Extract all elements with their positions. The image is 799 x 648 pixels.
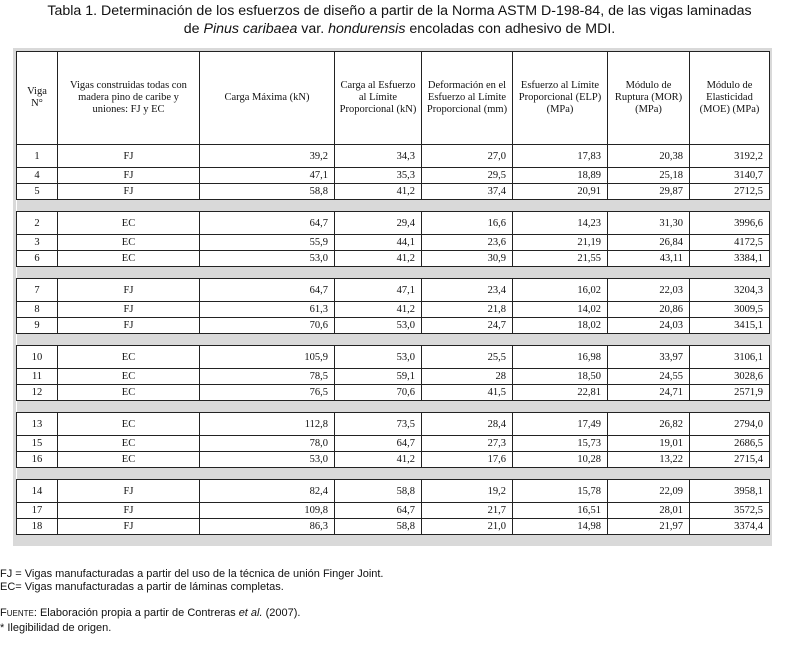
table-cell: 70,6 [200, 318, 335, 334]
group-separator [17, 200, 770, 212]
table-cell: 3140,7 [690, 168, 770, 184]
table-cell: EC [58, 413, 200, 436]
table-cell: 19,2 [422, 480, 513, 503]
table-cell: 53,0 [200, 452, 335, 468]
table-cell: 58,8 [200, 184, 335, 200]
table-notes [0, 568, 384, 635]
table-row [17, 145, 770, 168]
table-cell: 78,0 [200, 436, 335, 452]
table-cell: 3415,1 [690, 318, 770, 334]
table-cell: 3958,1 [690, 480, 770, 503]
table-cell: EC [58, 346, 200, 369]
table-cell: EC [58, 235, 200, 251]
table-row [17, 235, 770, 251]
table-cell: 15 [17, 436, 58, 452]
table-cell: 58,8 [335, 480, 422, 503]
table-cell: 3572,5 [690, 503, 770, 519]
table-cell: 86,3 [200, 519, 335, 535]
table-cell: 16,51 [513, 503, 608, 519]
table-cell: 37,4 [422, 184, 513, 200]
table-cell: EC [58, 452, 200, 468]
table-cell: 4 [17, 168, 58, 184]
results-table [16, 51, 770, 535]
table-cell: 21,0 [422, 519, 513, 535]
table-row [17, 385, 770, 401]
table-cell: FJ [58, 519, 200, 535]
table-cell: 59,1 [335, 369, 422, 385]
table-cell: 13,22 [608, 452, 690, 468]
table-cell: 17 [17, 503, 58, 519]
table-row [17, 251, 770, 267]
separator-cell [17, 468, 770, 480]
table-cell: 3009,5 [690, 302, 770, 318]
table-cell: FJ [58, 145, 200, 168]
table-cell: 41,2 [335, 302, 422, 318]
table-cell: 3192,2 [690, 145, 770, 168]
note-legibility: * Ilegibilidad de origen. [0, 622, 112, 634]
caption-text: de [183, 21, 204, 37]
table-cell: 2715,4 [690, 452, 770, 468]
table-cell: 29,87 [608, 184, 690, 200]
table-body [17, 145, 770, 535]
group-separator [17, 468, 770, 480]
table-cell: 10 [17, 346, 58, 369]
table-cell: 105,9 [200, 346, 335, 369]
table-cell: 82,4 [200, 480, 335, 503]
table-cell: FJ [58, 318, 200, 334]
table-cell: 16,02 [513, 279, 608, 302]
table-cell: 21,7 [422, 503, 513, 519]
table-row [17, 346, 770, 369]
table-cell: 28 [422, 369, 513, 385]
table-cell: 53,0 [335, 346, 422, 369]
table-cell: 22,81 [513, 385, 608, 401]
separator-cell [17, 401, 770, 413]
table-cell: 18,02 [513, 318, 608, 334]
table-row [17, 480, 770, 503]
table-cell: 21,8 [422, 302, 513, 318]
table-cell: 39,2 [200, 145, 335, 168]
table-cell: 24,7 [422, 318, 513, 334]
table-cell: 7 [17, 279, 58, 302]
table-row [17, 413, 770, 436]
table-cell: 27,3 [422, 436, 513, 452]
table-cell: 17,6 [422, 452, 513, 468]
table-cell: 33,97 [608, 346, 690, 369]
table-cell: 4172,5 [690, 235, 770, 251]
column-header: Carga al Esfuerzo al Límite Proporcional (kN) [335, 52, 422, 145]
table-cell: 21,97 [608, 519, 690, 535]
table-cell: 2794,0 [690, 413, 770, 436]
table-row [17, 279, 770, 302]
table-cell: 29,5 [422, 168, 513, 184]
table-cell: 44,1 [335, 235, 422, 251]
table-cell: 27,0 [422, 145, 513, 168]
table-cell: 6 [17, 251, 58, 267]
table-cell: 1 [17, 145, 58, 168]
table-cell: 41,2 [335, 452, 422, 468]
caption-variety: hondurensis [328, 21, 406, 37]
note-fj: FJ = Vigas manufacturadas a partir del uso de la técnica de unión Finger Joint. [0, 568, 384, 580]
table-cell: 21,19 [513, 235, 608, 251]
caption-text: var. [297, 21, 329, 37]
table-cell: 16,98 [513, 346, 608, 369]
table-cell: 3204,3 [690, 279, 770, 302]
table-cell: 17,83 [513, 145, 608, 168]
group-separator [17, 401, 770, 413]
table-row [17, 302, 770, 318]
table-cell: 25,5 [422, 346, 513, 369]
table-cell: FJ [58, 503, 200, 519]
table-cell: 2 [17, 212, 58, 235]
table-cell: 76,5 [200, 385, 335, 401]
table-cell: 2686,5 [690, 436, 770, 452]
separator-cell [17, 200, 770, 212]
table-cell: 14 [17, 480, 58, 503]
table-header-row [17, 52, 770, 145]
table-cell: 14,23 [513, 212, 608, 235]
table-cell: 5 [17, 184, 58, 200]
table-cell: 20,38 [608, 145, 690, 168]
table-cell: 13 [17, 413, 58, 436]
table-cell: 31,30 [608, 212, 690, 235]
table-cell: 17,49 [513, 413, 608, 436]
table-cell: 29,4 [335, 212, 422, 235]
table-caption [0, 2, 799, 38]
table-cell: EC [58, 436, 200, 452]
table-cell: 26,82 [608, 413, 690, 436]
table-cell: 64,7 [200, 212, 335, 235]
table-cell: 11 [17, 369, 58, 385]
table-cell: 64,7 [200, 279, 335, 302]
table-cell: 19,01 [608, 436, 690, 452]
table-cell: 3106,1 [690, 346, 770, 369]
table-cell: 9 [17, 318, 58, 334]
table-cell: 28,01 [608, 503, 690, 519]
source-etal: et al. [238, 607, 263, 619]
table-row [17, 452, 770, 468]
caption-text: encoladas con adhesivo de MDI. [405, 21, 616, 37]
column-header: Esfuerzo al Límite Proporcional (ELP) (MPa) [513, 52, 608, 145]
table-cell: 10,28 [513, 452, 608, 468]
table-row [17, 503, 770, 519]
table-row [17, 212, 770, 235]
table-cell: 3384,1 [690, 251, 770, 267]
table-row [17, 168, 770, 184]
column-header: Módulo de Elasticidad (MOE) (MPa) [690, 52, 770, 145]
table-cell: 109,8 [200, 503, 335, 519]
table-row [17, 318, 770, 334]
column-header: Viga N° [17, 52, 58, 145]
table-cell: EC [58, 251, 200, 267]
table-cell: 18,50 [513, 369, 608, 385]
table-row [17, 369, 770, 385]
table-cell: 15,78 [513, 480, 608, 503]
table-cell: 23,6 [422, 235, 513, 251]
table-cell: FJ [58, 168, 200, 184]
group-separator [17, 334, 770, 346]
table-cell: FJ [58, 279, 200, 302]
table-cell: 16,6 [422, 212, 513, 235]
table-cell: 55,9 [200, 235, 335, 251]
source-text: (2007). [262, 607, 301, 619]
table-cell: 14,02 [513, 302, 608, 318]
separator-cell [17, 267, 770, 279]
column-header: Deformación en el Esfuerzo al Límite Proporcional (mm) [422, 52, 513, 145]
table-cell: 8 [17, 302, 58, 318]
table-cell: 2712,5 [690, 184, 770, 200]
table-cell: EC [58, 369, 200, 385]
table-cell: 35,3 [335, 168, 422, 184]
table-row [17, 519, 770, 535]
table-cell: FJ [58, 480, 200, 503]
table-cell: FJ [58, 184, 200, 200]
table-cell: 30,9 [422, 251, 513, 267]
note-source [0, 607, 384, 620]
table-cell: 61,3 [200, 302, 335, 318]
group-separator [17, 267, 770, 279]
table-cell: 73,5 [335, 413, 422, 436]
table-cell: 112,8 [200, 413, 335, 436]
table-cell: 26,84 [608, 235, 690, 251]
table-cell: 16 [17, 452, 58, 468]
table-cell: 43,11 [608, 251, 690, 267]
table-cell: 47,1 [200, 168, 335, 184]
table-cell: 14,98 [513, 519, 608, 535]
source-text: : Elaboración propia a partir de Contreras [33, 607, 239, 619]
table-cell: 41,2 [335, 251, 422, 267]
table-cell: 41,5 [422, 385, 513, 401]
table-cell: 34,3 [335, 145, 422, 168]
table-cell: 12 [17, 385, 58, 401]
caption-line-1: Tabla 1. Determinación de los esfuerzos de diseño a partir de la Norma ASTM D-198-84, de las vigas laminadas [47, 3, 752, 19]
table-cell: 18 [17, 519, 58, 535]
caption-line-2 [0, 20, 799, 38]
table-cell: 47,1 [335, 279, 422, 302]
table-cell: 20,91 [513, 184, 608, 200]
note-ec: EC= Vigas manufacturadas a partir de láminas completas. [0, 581, 284, 593]
table-cell: 41,2 [335, 184, 422, 200]
table-cell: 3 [17, 235, 58, 251]
table-cell: 3374,4 [690, 519, 770, 535]
table-cell: 18,89 [513, 168, 608, 184]
table-cell: 78,5 [200, 369, 335, 385]
table-cell: 23,4 [422, 279, 513, 302]
column-header: Carga Máxima (kN) [200, 52, 335, 145]
table-cell: 22,09 [608, 480, 690, 503]
caption-species: Pinus caribaea [203, 21, 298, 37]
table-cell: 58,8 [335, 519, 422, 535]
table-row [17, 436, 770, 452]
table-cell: EC [58, 385, 200, 401]
table-cell: 64,7 [335, 503, 422, 519]
source-label: Fuente [0, 607, 34, 619]
table-cell: 24,71 [608, 385, 690, 401]
table-cell: 53,0 [200, 251, 335, 267]
table-cell: 25,18 [608, 168, 690, 184]
table-cell: 22,03 [608, 279, 690, 302]
table-row [17, 184, 770, 200]
table-cell: 3028,6 [690, 369, 770, 385]
table-cell: 64,7 [335, 436, 422, 452]
table-cell: 24,55 [608, 369, 690, 385]
table-cell: 28,4 [422, 413, 513, 436]
column-header: Módulo de Ruptura (MOR) (MPa) [608, 52, 690, 145]
table-cell: 3996,6 [690, 212, 770, 235]
table-cell: 15,73 [513, 436, 608, 452]
table-cell: 24,03 [608, 318, 690, 334]
table-cell: FJ [58, 302, 200, 318]
table-cell: 2571,9 [690, 385, 770, 401]
table-cell: 20,86 [608, 302, 690, 318]
table-cell: 53,0 [335, 318, 422, 334]
table-cell: EC [58, 212, 200, 235]
column-header: Vigas construidas todas con madera pino de caribe y uniones: FJ y EC [58, 52, 200, 145]
table-frame [13, 48, 772, 546]
table-cell: 21,55 [513, 251, 608, 267]
separator-cell [17, 334, 770, 346]
table-cell: 70,6 [335, 385, 422, 401]
